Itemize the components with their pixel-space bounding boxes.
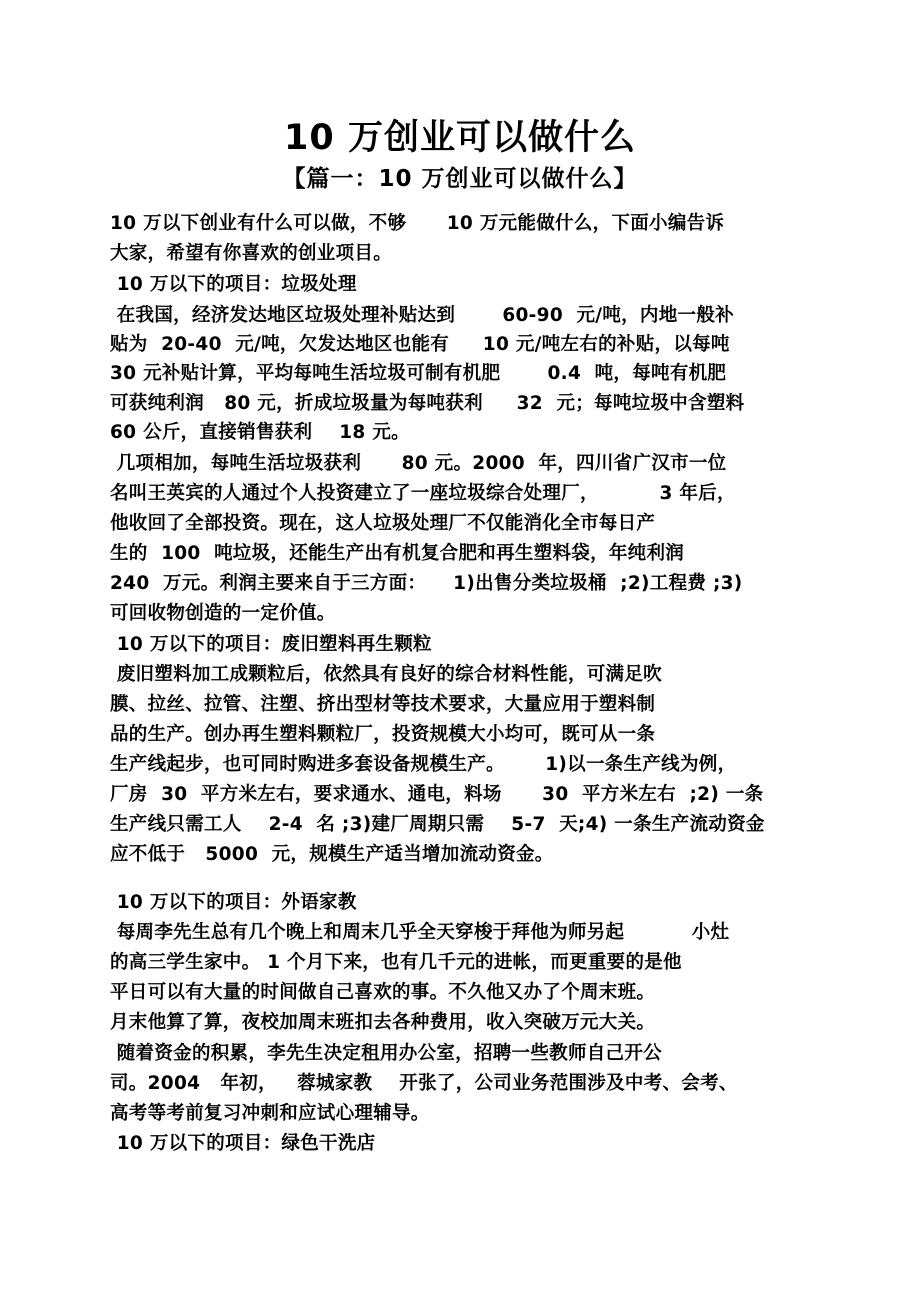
text-line: 10 万以下的项目：垃圾处理 — [110, 274, 357, 295]
text-line: 10 万以下的项目：废旧塑料再生颗粒 — [110, 634, 432, 655]
text-line: 膜、拉丝、拉管、注塑、挤出型材等技术要求，大量应用于塑料制 — [110, 694, 656, 715]
text-line: 10 万以下的项目：外语家教 — [110, 892, 357, 913]
text-line: 几项相加，每吨生活垃圾获利 80 元。2000 年，四川省广汉市一位 — [110, 453, 727, 474]
text-line: 60 公斤，直接销售获利 18 元。 — [110, 422, 410, 443]
text-line: 可获纯利润 80 元，折成垃圾量为每吨获利 32 元；每吨垃圾中含塑料 — [110, 393, 745, 414]
text-line: 大家，希望有你喜欢的创业项目。 — [110, 243, 393, 264]
document-title: 10 万创业可以做什么 — [284, 118, 636, 158]
text-line: 废旧塑料加工成颗粒后，依然具有良好的综合材料性能，可满足吹 — [110, 664, 662, 685]
text-line: 每周李先生总有几个晚上和周末几乎全天穿梭于拜他为师另起 小灶 — [110, 922, 730, 943]
text-line: 品的生产。创办再生塑料颗粒厂，投资规模大小均可，既可从一条 — [110, 724, 656, 745]
text-line: 10 万以下的项目：绿色干洗店 — [110, 1133, 376, 1154]
text-line: 厂房 30 平方米左右，要求通水、通电，料场 30 平方米左右 ;2) 一条 — [110, 784, 764, 805]
text-line: 生的 100 吨垃圾，还能生产出有机复合肥和再生塑料袋，年纯利润 — [110, 543, 685, 564]
text-line: 240 万元。利润主要来自于三方面： 1)出售分类垃圾桶 ;2)工程费 ;3) — [110, 573, 743, 594]
text-line: 他收回了全部投资。现在，这人垃圾处理厂不仅能消化全市每日产 — [110, 513, 656, 534]
text-line: 月末他算了算，夜校加周末班扣去各种费用，收入突破万元大关。 — [110, 1012, 656, 1033]
text-line: 随着资金的积累，李先生决定租用办公室，招聘一些教师自己开公 — [110, 1043, 662, 1064]
text-line: 贴为 20-40 元/吨，欠发达地区也能有 10 元/吨左右的补贴，以每吨 — [110, 334, 730, 355]
text-line: 30 元补贴计算，平均每吨生活垃圾可制有机肥 0.4 吨，每吨有机肥 — [110, 363, 727, 384]
text-line: 的高三学生家中。 1 个月下来，也有几千元的进帐，而更重要的是他 — [110, 952, 682, 973]
text-line: 司。2004 年初， 蓉城家教 开张了，公司业务范围涉及中考、会考、 — [110, 1073, 738, 1094]
section-heading: 【篇一：10 万创业可以做什么】 — [282, 166, 638, 192]
text-line: 可回收物创造的一定价值。 — [110, 603, 336, 624]
text-line: 10 万以下创业有什么可以做，不够 10 万元能做什么，下面小编告诉 — [110, 213, 725, 234]
text-line: 生产线只需工人 2-4 名 ;3)建厂周期只需 5-7 天;4) 一条生产流动资金 — [110, 814, 765, 835]
text-line: 生产线起步，也可同时购进多套设备规模生产。 1)以一条生产线为例， — [110, 754, 737, 775]
text-line: 名叫王英宾的人通过个人投资建立了一座垃圾综合处理厂， 3 年后， — [110, 483, 736, 504]
text-line: 应不低于 5000 元，规模生产适当增加流动资金。 — [110, 844, 554, 865]
text-line: 平日可以有大量的时间做自己喜欢的事。不久他又办了个周末班。 — [110, 982, 656, 1003]
text-line: 在我国，经济发达地区垃圾处理补贴达到 60-90 元/吨，内地一般补 — [110, 305, 734, 326]
text-line: 高考等考前复习冲刺和应试心理辅导。 — [110, 1103, 430, 1124]
